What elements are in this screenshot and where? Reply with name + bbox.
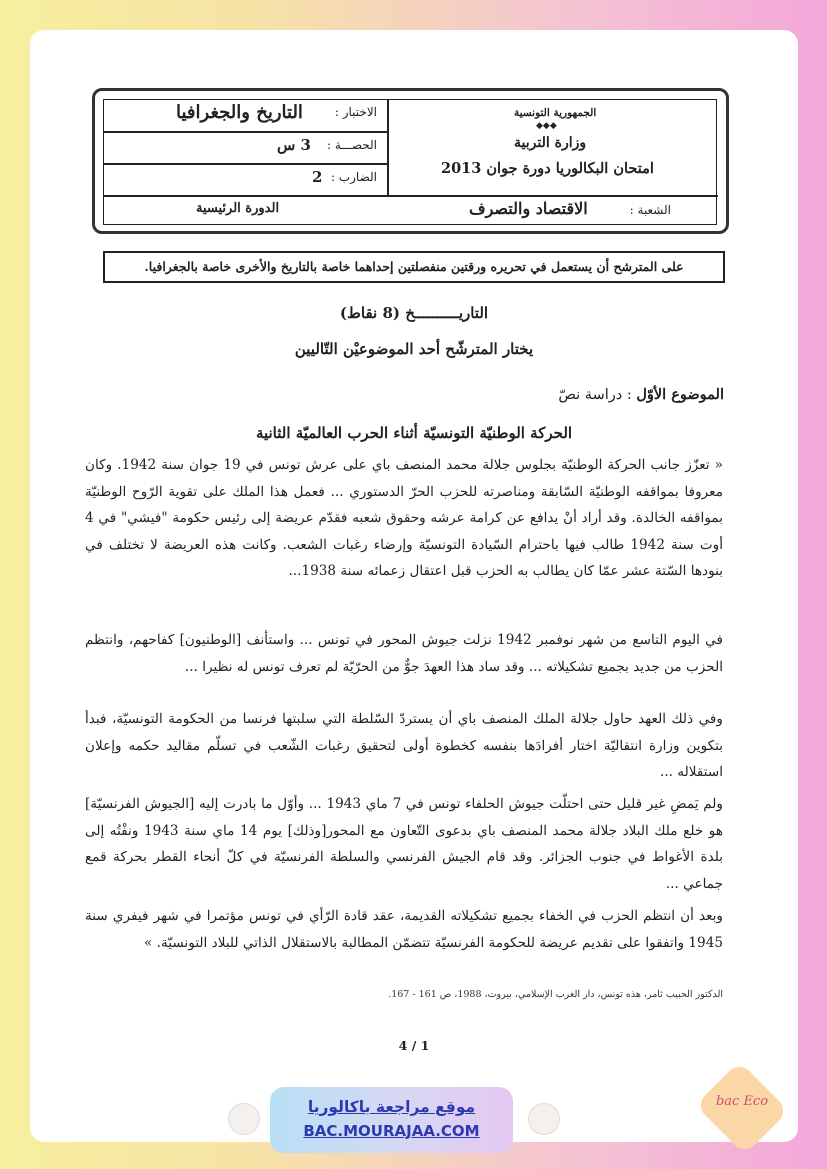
site-logo-icon <box>528 1103 560 1135</box>
site-banner[interactable] <box>270 1087 513 1153</box>
topic-type: : دراسة نصّ <box>558 387 632 403</box>
republic-name: الجمهورية التونسية <box>514 107 597 119</box>
banner-url[interactable]: BAC.MOURAJAA.COM <box>303 1122 480 1140</box>
duration-label: الحصـــة : <box>327 138 377 152</box>
text-paragraph-1: « تعزّز جانب الحركة الوطنيّة بجلوس جلالة محمد المنصف باي على عرش تونس في 19 جوان سنة 1942. وكان معروفا بمواقفه الوطنيّة السّابقة ومناصرته للحزب الحرّ الدستوري ... فعمل هذا الملك على تقوية الرّوح الوطنيّة بمواقفه الخالدة. وقد أراد أنْ يدافع عن كرامة عرشه وحقوق شعبه فقدّم عريضة إلى رئيس حكومة "فيشي" في 4 أوت سنة 1942 طالب فيها باحترام السّيادة التونسيّة وإرضاء رغبات الشعب. وكانت هذه العريضة لا تختلف في بنودها السّتة عشر عمّا كان يطالب به الحزب قبل اعتقال زعمائه سنة 1938... <box>85 457 723 579</box>
bac-eco-label: bac Eco <box>715 1094 769 1109</box>
text-paragraph-3: وفي ذلك العهد حاول جلالة الملك المنصف باي أن يستردّ السّلطة التي سلبتها فرنسا من الحكومة التونسيّة، فبدأ بتكوين وزارة انتقاليّة اختار أفرادَها بنفسه كخطوة أولى لتحقيق رغبات الشّعب في تسلّم مقاليد حكمه وإعلان استقلاله ... <box>85 711 723 780</box>
site-logo-icon <box>228 1103 260 1135</box>
ministry-name: وزارة التربية <box>514 135 587 151</box>
topic-heading <box>558 386 724 403</box>
duration-value: 3 س <box>277 136 311 154</box>
exam-notice: على المترشح أن يستعمل في تحريره ورقتين منفصلتين إحداهما خاصة بالتاريخ والأخرى خاصة بالجغرافيا. <box>103 251 725 283</box>
section-value: الاقتصاد والتصرف <box>469 199 588 218</box>
coef-label: الضارب : <box>330 170 377 184</box>
text-paragraph-5: وبعد أن انتظم الحزب في الخفاء بجميع تشكيلاته القديمة، عقد قادة الرّأي في تونس مؤتمرا في شهر فيفري سنة 1945 واتفقوا على تقديم عريضة للحكومة الفرنسيّة تتضمّن المطالبة بالاستقلال الذاتي للبلاد التونسيّة. » <box>85 908 723 951</box>
instruction: يختار المترشّح أحد الموضوعيْن التّاليين <box>294 340 534 358</box>
header-table <box>103 99 717 225</box>
text-paragraph-4: ولم يَمضِ غير قليل حتى احتلّت جيوش الحلفاء تونس في 7 ماي 1943 ... وأوّل ما بادرت إليه [الجيوش الفرنسيّة] هو خلع ملك البلاد جلالة محمد المنصف باي بدعوى التّعاون مع المحور[وذلك] يوم 14 ماي سنة 1943 ونفْتُه إلى بلدة الأغواط في جنوب الجزائر. وقد قام الجيش الفرنسي والسلطة الفرنسيّة في كلّ أنحاء القطر بحركة قمع جماعي ... <box>85 796 723 892</box>
section-title: التاريــــــــــخ (8 نقاط) <box>339 304 489 322</box>
coef-value: 2 <box>312 168 323 186</box>
session-label: الدورة الرئيسية <box>196 201 280 216</box>
subject-value: التاريخ والجغرافيا <box>176 102 303 123</box>
subject-label: الاختبار : <box>334 105 377 119</box>
source-citation: الدكتور الحبيب ثامر، هذه تونس، دار الغرب الإسلامي، بيروت، 1988، ص 161 - 167. <box>388 989 723 1000</box>
section-label: الشعبة : <box>629 203 671 217</box>
text-paragraph-2: في اليوم التاسع من شهر نوفمبر 1942 نزلت جيوش المحور في تونس ... واستأنف [الوطنيون] كفاحهم، وانتظم الحزب من جديد بجميع تشكيلاته ... وقد ساد هذا العهدَ جوٌّ من الحرّيّة لم تعرف تونس له نظيرا ... <box>85 632 723 675</box>
topic-label: الموضوع الأوّل <box>636 386 724 403</box>
banner-title[interactable]: موقع مراجعة باكالوريا <box>307 1098 476 1116</box>
page-number: 4 / 1 <box>398 1038 430 1053</box>
text-title: الحركة الوطنيّة التونسيّة أثناء الحرب العالميّة الثانية <box>255 424 573 442</box>
exam-title: امتحان البكالوريا دورة جوان 2013 <box>441 160 654 177</box>
ornament-icon: ◆◆◆ <box>536 121 557 131</box>
